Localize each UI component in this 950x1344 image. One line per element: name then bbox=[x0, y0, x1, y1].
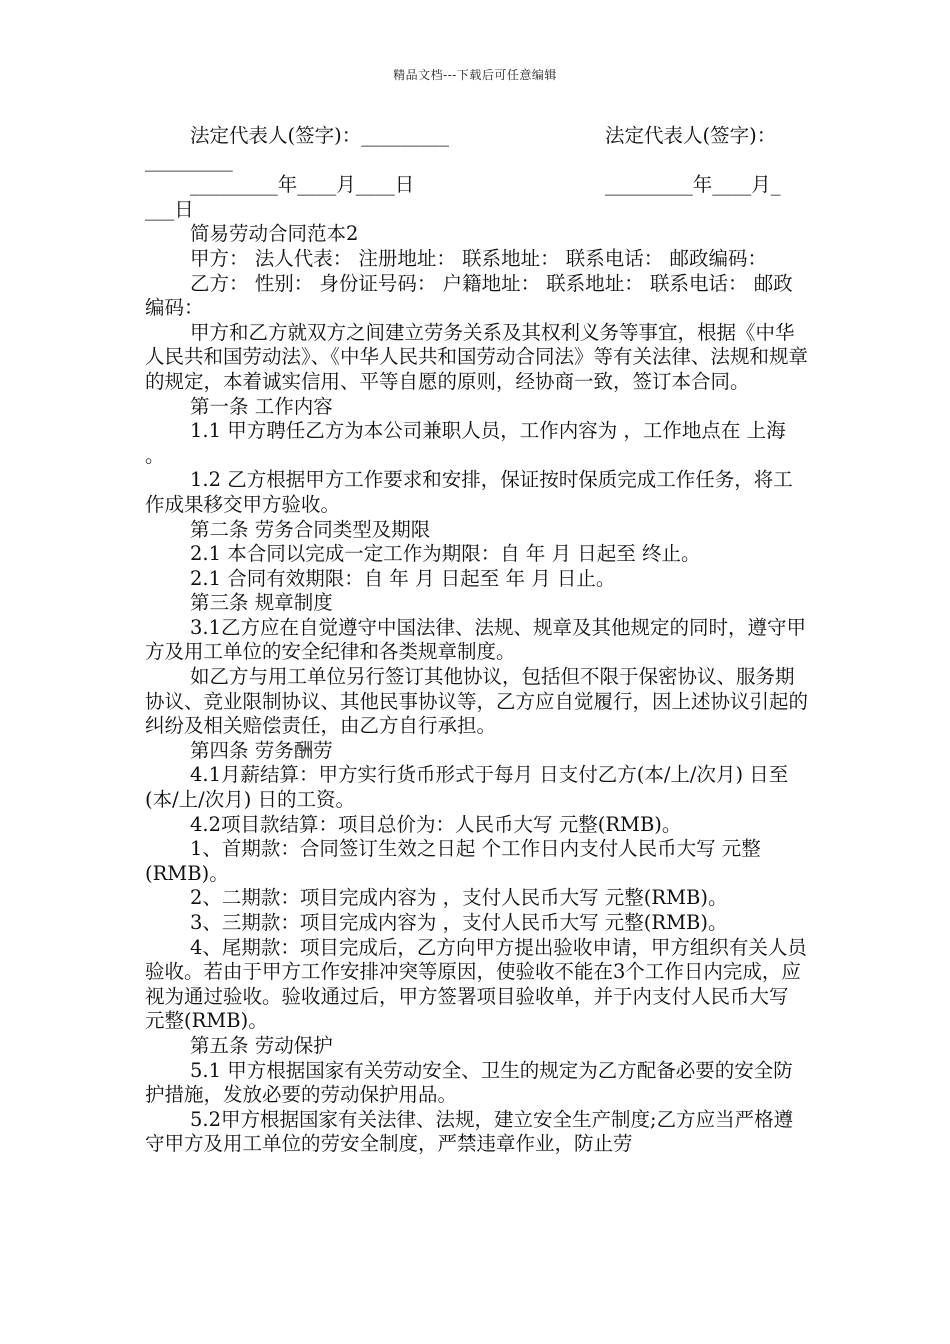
signature-continuation-row bbox=[145, 149, 810, 174]
clause-5-1: 5.1 甲方根据国家有关劳动安全、卫生的规定为乙方配备必要的安全防护措施，发放必要的劳动保护用品。 bbox=[145, 1058, 793, 1107]
contract-title: 简易劳动合同范本2 bbox=[190, 222, 359, 246]
left-date: _________年____月____日 bbox=[190, 173, 415, 197]
article-4-heading: 第四条 劳务酬劳 bbox=[190, 738, 333, 762]
payment-stage-3: 3、三期款：项目完成内容为 ，支付人民币大写 元整(RMB)。 bbox=[190, 911, 728, 934]
clause-2-1a: 2.1 本合同以完成一定工作为期限：自 年 月 日起至 终止。 bbox=[190, 542, 701, 566]
party-a-info: 甲方： 法人代表： 注册地址： 联系地址： 联系电话： 邮政编码： bbox=[190, 246, 767, 270]
article-2-heading: 第二条 劳务合同类型及期限 bbox=[190, 517, 431, 541]
article-1-heading: 第一条 工作内容 bbox=[190, 394, 333, 418]
article-3-heading: 第三条 规章制度 bbox=[190, 591, 333, 615]
preamble-paragraph: 甲方和乙方就双方之间建立劳务关系及其权利义务等事宜，根据《中华人民共和国劳动法》、《中华人民共和国劳动合同法》等有关法律、法规和规章的规定，本着诚实信用、平等自愿的原则，经协商一致，签订本合同。 bbox=[145, 320, 809, 393]
clause-4-2: 4.2项目款结算：项目总价为：人民币大写 元整(RMB)。 bbox=[190, 812, 682, 836]
signature-continuation: _________ bbox=[145, 148, 233, 172]
article-5-heading: 第五条 劳动保护 bbox=[190, 1033, 333, 1057]
clause-3-other-agreements: 如乙方与用工单位另行签订其他协议，包括但不限于保密协议、服务期协议、竞业限制协议、其他民事协议等，乙方应自觉履行，因上述协议引起的纠纷及相关赔偿责任，由乙方自行承担。 bbox=[145, 665, 809, 738]
clause-2-1b: 2.1 合同有效期限：自 年 月 日起至 年 月 日止。 bbox=[190, 566, 616, 590]
payment-stage-2: 2、二期款：项目完成内容为 ，支付人民币大写 元整(RMB)。 bbox=[190, 886, 728, 910]
clause-3-1: 3.1乙方应在自觉遵守中国法律、法规、规章及其他规定的同时，遵守甲方及用工单位的安全纪律和各类规章制度。 bbox=[145, 615, 807, 664]
clause-5-2: 5.2甲方根据国家有关法律、法规，建立安全生产制度;乙方应当严格遵守甲方及用工单位的劳安全制度，严禁违章作业，防止劳 bbox=[145, 1107, 794, 1156]
right-date-continuation: ___日 bbox=[145, 197, 194, 221]
date-row bbox=[145, 173, 810, 198]
page-header: 精品文档---下载后可任意编辑 bbox=[393, 68, 557, 82]
right-date: _________年____月_ bbox=[605, 173, 781, 197]
clause-1-1: 1.1 甲方聘任乙方为本公司兼职人员，工作内容为 ，工作地点在 上海 。 bbox=[145, 419, 786, 467]
payment-stage-1: 1、首期款：合同签订生效之日起 个工作日内支付人民币大写 元整(RMB)。 bbox=[145, 837, 761, 885]
clause-1-2: 1.2 乙方根据甲方工作要求和安排，保证按时保质完成工作任务，将工作成果移交甲方验收。 bbox=[145, 468, 793, 516]
right-signature-label: 法定代表人(签字)： bbox=[605, 124, 777, 147]
payment-stage-final: 4、尾期款：项目完成后，乙方向甲方提出验收申请，甲方组织有关人员验收。若由于甲方工作安排冲突等原因，使验收不能在3个工作日内完成，应视为通过验收。验收通过后，甲方签署项目验收单，并于内支付人民币大写 元整(RMB)。 bbox=[145, 935, 807, 1033]
left-signature-label: 法定代表人(签字)：_________ bbox=[190, 124, 449, 147]
date-continuation-row bbox=[145, 198, 810, 223]
clause-4-1: 4.1月薪结算：甲方实行货币形式于每月 日支付乙方(本/上/次月) 日至(本/上/次月) 日的工资。 bbox=[145, 763, 789, 812]
signature-row bbox=[145, 124, 810, 149]
party-b-info: 乙方： 性别： 身份证号码： 户籍地址： 联系地址： 联系电话： 邮政编码： bbox=[145, 271, 793, 320]
document-body bbox=[145, 124, 810, 1157]
